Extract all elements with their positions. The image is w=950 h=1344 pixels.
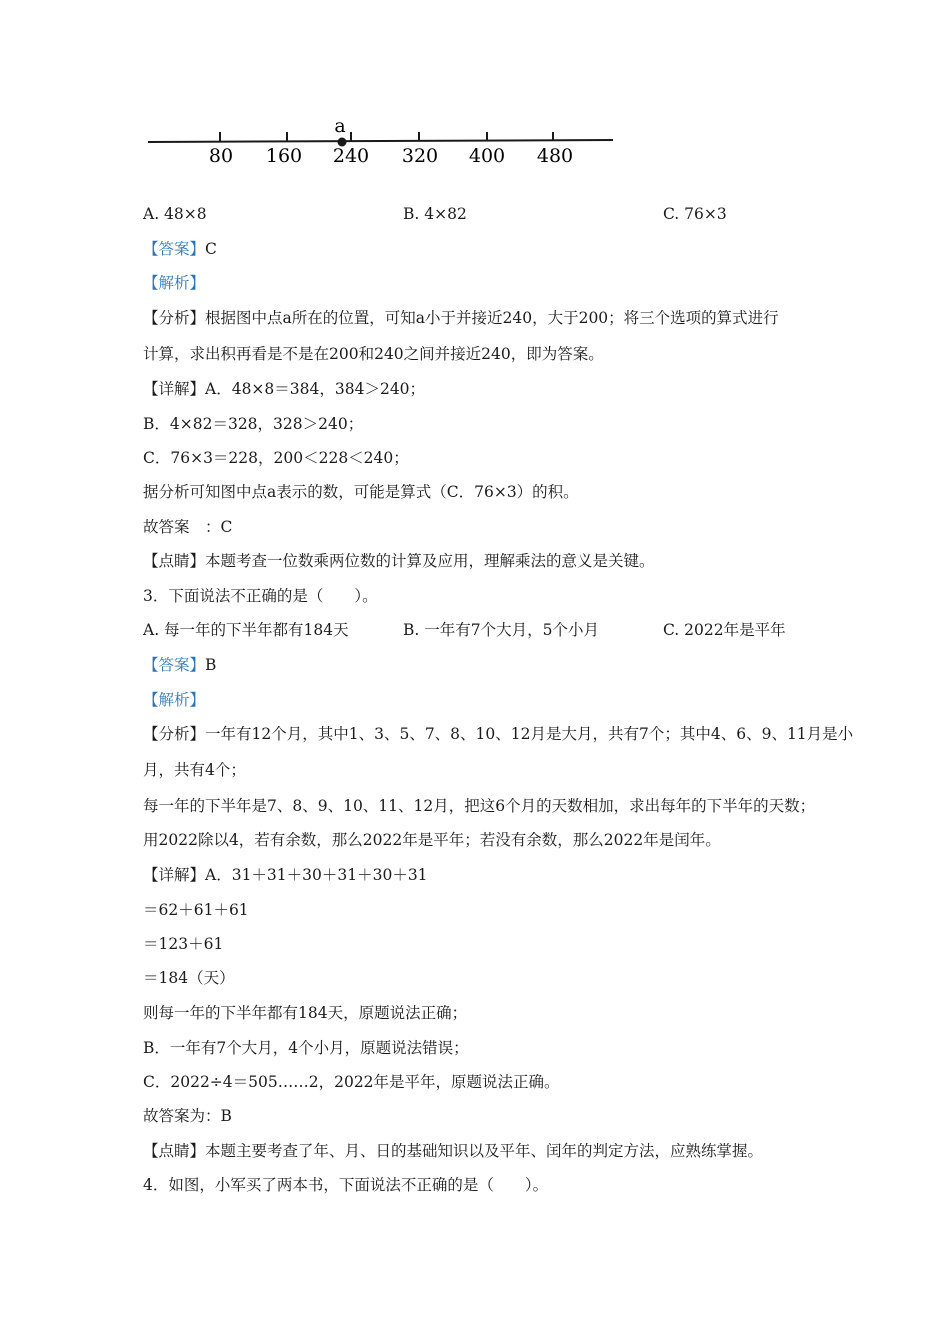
q4-stem: 4．如图，小军买了两本书，下面说法不正确的是（ ）。 xyxy=(143,1176,549,1194)
q3-detail-text-1: A．31＋31＋30＋31＋30＋31 xyxy=(205,866,428,884)
q3-fenxi-1 xyxy=(143,724,853,744)
q2-option-a: A. 48×8 xyxy=(143,205,207,223)
q3-fenxi-2: 月，共有4个； xyxy=(143,761,246,779)
q2-answer-line xyxy=(143,239,217,259)
number-line-figure xyxy=(0,0,950,180)
q2-option-b: B. 4×82 xyxy=(403,205,467,223)
q3-detail-7: C．2022÷4＝505……2，2022年是平年，原题说法正确。 xyxy=(143,1073,560,1091)
q2-fenxi-2: 计算，求出积再看是不是在200和240之间并接近240，即为答案。 xyxy=(143,345,604,363)
q3-final-answer: 故答案为：B xyxy=(143,1107,232,1125)
q3-fenxi-text-1: 一年有12个月，其中1、3、5、7、8、10、12月是大月，共有7个；其中4、6、9、11月是小 xyxy=(205,725,854,743)
tick-label-400: 400 xyxy=(468,145,506,167)
comment-tag: 【点睛】 xyxy=(143,552,206,570)
tick-label-320: 320 xyxy=(401,145,439,167)
answer-tag: 【答案】 xyxy=(143,656,206,674)
q3-option-c: C. 2022年是平年 xyxy=(663,621,786,639)
q2-option-c: C. 76×3 xyxy=(663,205,727,223)
q3-detail-3: ＝123＋61 xyxy=(143,935,224,953)
q2-final-answer: 故答案 ：C xyxy=(143,518,233,536)
q3-answer-line xyxy=(143,655,216,675)
q3-option-a: A. 每一年的下半年都有184天 xyxy=(143,621,349,639)
q2-fenxi-text-1: 根据图中点a所在的位置，可知a小于并接近240，大于200；将三个选项的算式进行 xyxy=(205,309,779,327)
tick-label-240: 240 xyxy=(332,145,370,167)
q2-detail-1 xyxy=(143,379,425,399)
q2-comment xyxy=(143,551,655,571)
q3-fenxi-4: 用2022除以4，若有余数，那么2022年是平年；若没有余数，那么2022年是闰年。 xyxy=(143,831,721,849)
q3-answer: B xyxy=(205,656,217,674)
fenxi-tag: 【分析】 xyxy=(143,725,206,743)
comment-tag: 【点睛】 xyxy=(143,1142,206,1160)
answer-tag: 【答案】 xyxy=(143,240,206,258)
fenxi-tag: 【分析】 xyxy=(143,309,206,327)
q3-analysis-tag: 【解析】 xyxy=(143,691,206,709)
detail-tag: 【详解】 xyxy=(143,380,206,398)
q2-detail-2: B．4×82＝328，328＞240； xyxy=(143,415,364,433)
q2-detail-3: C．76×3＝228，200＜228＜240； xyxy=(143,449,409,467)
q2-analysis-tag: 【解析】 xyxy=(143,274,206,292)
q3-detail-2: ＝62＋61＋61 xyxy=(143,901,249,919)
q3-detail-6: B．一年有7个大月，4个小月，原题说法错误； xyxy=(143,1039,469,1057)
q3-comment xyxy=(143,1141,763,1161)
tick-label-80: 80 xyxy=(208,145,234,167)
q3-detail-1 xyxy=(143,865,428,885)
q3-comment-text: 本题主要考查了年、月、日的基础知识以及平年、闰年的判定方法，应熟练掌握。 xyxy=(205,1142,764,1160)
q2-answer: C xyxy=(205,240,217,258)
q2-fenxi-1 xyxy=(143,308,779,328)
detail-tag: 【详解】 xyxy=(143,866,206,884)
q2-detail-text-1: A．48×8＝384，384＞240； xyxy=(205,380,426,398)
point-a-label: a xyxy=(334,115,346,137)
tick-label-480: 480 xyxy=(536,145,574,167)
q3-fenxi-3: 每一年的下半年是7、8、9、10、11、12月，把这6个月的天数相加，求出每年的下半年的天数； xyxy=(143,797,816,815)
tick-label-160: 160 xyxy=(265,145,303,167)
q2-detail-4: 据分析可知图中点a表示的数，可能是算式（C．76×3）的积。 xyxy=(143,483,579,501)
number-line-axis xyxy=(148,140,613,142)
q3-stem: 3．下面说法不正确的是（ ）。 xyxy=(143,587,378,605)
q2-comment-text: 本题考查一位数乘两位数的计算及应用，理解乘法的意义是关键。 xyxy=(205,552,655,570)
q3-detail-5: 则每一年的下半年都有184天，原题说法正确； xyxy=(143,1004,468,1022)
q3-detail-4: ＝184（天） xyxy=(143,969,235,987)
q3-option-b: B. 一年有7个大月，5个小月 xyxy=(403,621,599,639)
